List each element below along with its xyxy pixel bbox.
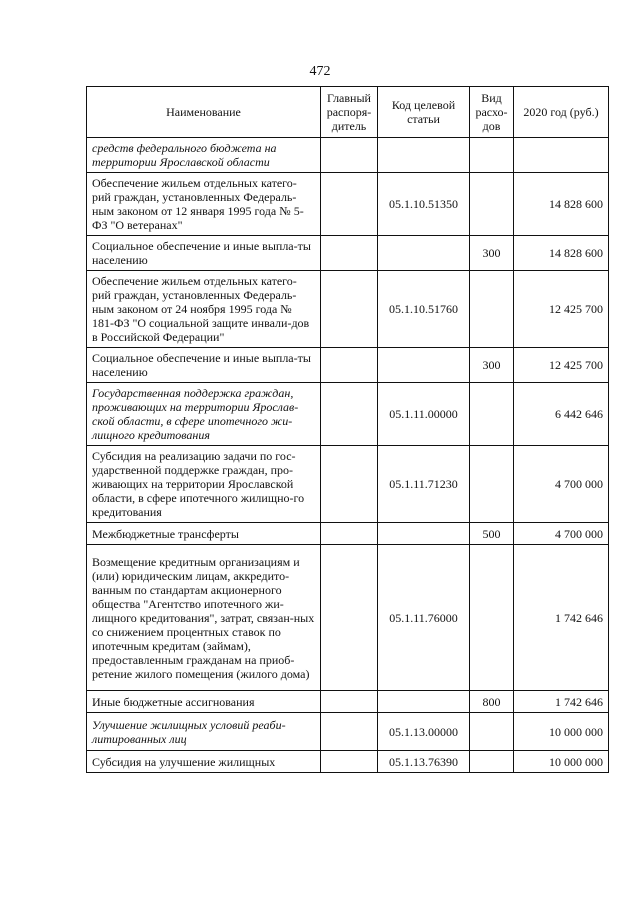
row-amount: 1 742 646: [514, 545, 609, 691]
table-row: [87, 545, 609, 691]
header-admin: Главный распоря-дитель: [321, 87, 378, 138]
row-name: Обеспечение жильем отдельных катего-рий граждан, установленных Федераль-ным законом от 12 января 1995 года № 5-ФЗ "О ветеранах": [87, 173, 321, 236]
row-admin: [321, 271, 378, 348]
row-type: [470, 173, 514, 236]
row-admin: [321, 383, 378, 446]
table-header: [87, 87, 609, 138]
row-admin: [321, 173, 378, 236]
table-row: [87, 446, 609, 523]
row-admin: [321, 713, 378, 751]
row-name: Социальное обеспечение и иные выпла-ты населению: [87, 236, 321, 271]
table-row: [87, 523, 609, 545]
row-type: [470, 545, 514, 691]
table-row: [87, 138, 609, 173]
row-type: [470, 138, 514, 173]
row-admin: [321, 138, 378, 173]
budget-table: [86, 86, 609, 773]
table-row: [87, 173, 609, 236]
row-code: 05.1.11.00000: [378, 383, 470, 446]
row-type: 300: [470, 236, 514, 271]
header-amount: 2020 год (руб.): [514, 87, 609, 138]
row-admin: [321, 446, 378, 523]
row-code: 05.1.11.76000: [378, 545, 470, 691]
row-code: 05.1.13.76390: [378, 751, 470, 773]
row-code: 05.1.10.51760: [378, 271, 470, 348]
row-code: [378, 691, 470, 713]
row-amount: 14 828 600: [514, 173, 609, 236]
row-amount: 14 828 600: [514, 236, 609, 271]
header-code: Код целевой статьи: [378, 87, 470, 138]
row-name: Субсидия на реализацию задачи по гос-ударственной поддержке граждан, про-живающих на территории Ярославской области, в сфере ипотечного жилищно-го кредитования: [87, 446, 321, 523]
page-number: 472: [309, 64, 331, 79]
row-type: [470, 271, 514, 348]
row-amount: 10 000 000: [514, 713, 609, 751]
header-row: [87, 87, 609, 138]
row-name: Социальное обеспечение и иные выпла-ты населению: [87, 348, 321, 383]
header-type: Вид расхо-дов: [470, 87, 514, 138]
row-amount: 10 000 000: [514, 751, 609, 773]
row-type: [470, 751, 514, 773]
row-type: [470, 713, 514, 751]
row-name: Субсидия на улучшение жилищных: [87, 751, 321, 773]
row-admin: [321, 545, 378, 691]
row-code: 05.1.10.51350: [378, 173, 470, 236]
table-row: [87, 691, 609, 713]
table-row: [87, 271, 609, 348]
row-name: средств федерального бюджета на территории Ярославской области: [87, 138, 321, 173]
row-admin: [321, 751, 378, 773]
row-admin: [321, 348, 378, 383]
row-code: [378, 523, 470, 545]
row-type: [470, 383, 514, 446]
row-amount: [514, 138, 609, 173]
row-admin: [321, 236, 378, 271]
row-name: Государственная поддержка граждан, проживающих на территории Ярослав-ской области, в сфере ипотечного жи-лищного кредитования: [87, 383, 321, 446]
row-type: 500: [470, 523, 514, 545]
row-name: Обеспечение жильем отдельных катего-рий граждан, установленных Федераль-ным законом от 24 ноября 1995 года № 181-ФЗ "О социальной защите инвали-дов в Российской Федерации": [87, 271, 321, 348]
row-admin: [321, 523, 378, 545]
table-row: [87, 348, 609, 383]
row-code: 05.1.11.71230: [378, 446, 470, 523]
row-type: 800: [470, 691, 514, 713]
row-name: Возмещение кредитным организациям и (или) юридическим лицам, аккредито-ванным по стандартам акционерного общества "Агентство ипотечного жи-лищного кредитования", затрат, связан-ных со снижением процентных ставок по ипотечным кредитам (займам), предоставленным гражданам на приоб-ретение жилого помещения (жилого дома): [87, 545, 321, 691]
row-amount: 1 742 646: [514, 691, 609, 713]
row-amount: 4 700 000: [514, 446, 609, 523]
row-code: 05.1.13.00000: [378, 713, 470, 751]
table-row: [87, 751, 609, 773]
table-row: [87, 383, 609, 446]
row-type: 300: [470, 348, 514, 383]
row-type: [470, 446, 514, 523]
row-amount: 12 425 700: [514, 271, 609, 348]
row-name: Межбюджетные трансферты: [87, 523, 321, 545]
row-amount: 12 425 700: [514, 348, 609, 383]
row-amount: 6 442 646: [514, 383, 609, 446]
table-row: [87, 713, 609, 751]
row-code: [378, 348, 470, 383]
row-admin: [321, 691, 378, 713]
row-code: [378, 138, 470, 173]
row-name: Улучшение жилищных условий реаби-литированных лиц: [87, 713, 321, 751]
row-amount: 4 700 000: [514, 523, 609, 545]
header-name: Наименование: [87, 87, 321, 138]
table-row: [87, 236, 609, 271]
table-body: [87, 138, 609, 773]
row-name: Иные бюджетные ассигнования: [87, 691, 321, 713]
row-code: [378, 236, 470, 271]
